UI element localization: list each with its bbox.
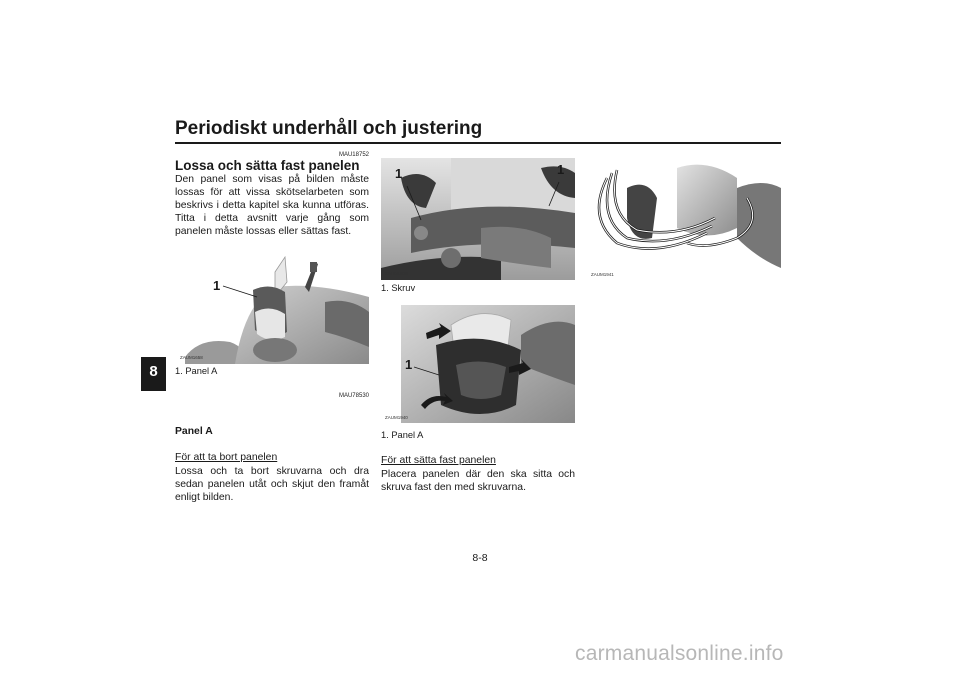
page-header-title: Periodiskt underhåll och justering bbox=[175, 118, 483, 139]
section-title: Lossa och sätta fast panelen bbox=[175, 158, 360, 173]
install-paragraph: Placera panelen där den ska sitta och skruva fast den med skruvarna. bbox=[381, 469, 575, 493]
remove-heading: För att ta bort panelen bbox=[175, 452, 278, 463]
figure-screws bbox=[381, 158, 575, 280]
watermark-text: carmanualsonline.info bbox=[575, 642, 784, 665]
figure2-code: ZAUM1939 bbox=[385, 271, 408, 276]
figure-panel-a-overview bbox=[175, 242, 369, 365]
sub-heading-panel-a: Panel A bbox=[175, 426, 213, 437]
intro-paragraph: Den panel som visas på bilden måste lossas för att vissa skötselarbeten som beskrivs i detta kapitel ska kunna utföras. Titta i detta avsnitt varje gång som panelen måste lossas eller sättas fast. bbox=[175, 174, 369, 237]
figure-cable-routing bbox=[587, 158, 781, 280]
figure3-code: ZAUM1940 bbox=[385, 415, 408, 420]
figure2-callout-right: 1 bbox=[557, 162, 565, 177]
handlebar-illustration bbox=[381, 158, 575, 280]
figure2-callout-left: 1 bbox=[395, 166, 403, 181]
figure1-callout: 1 bbox=[213, 278, 221, 293]
figure4-code: ZAUM1941 bbox=[591, 272, 614, 277]
remove-paragraph: Lossa och ta bort skruvarna och dra sedan panelen utåt och skjut den framåt enligt bilden. bbox=[175, 466, 369, 503]
figure-panel-a-removal bbox=[381, 305, 575, 423]
figure3-callout: 1 bbox=[405, 357, 413, 372]
motorcycle-front-illustration bbox=[175, 242, 369, 365]
figure3-caption: 1. Panel A bbox=[381, 430, 424, 440]
figure2-caption: 1. Skruv bbox=[381, 283, 416, 293]
chapter-tab-number: 8 bbox=[149, 363, 158, 380]
doc-code-1: MAU18752 bbox=[338, 152, 369, 158]
header-rule bbox=[175, 142, 781, 144]
page-number: 8-8 bbox=[472, 552, 488, 564]
install-heading: För att sätta fast panelen bbox=[381, 455, 496, 466]
figure1-code: ZAUM1658 bbox=[180, 355, 203, 360]
cable-routing-illustration bbox=[587, 158, 781, 280]
figure1-caption: 1. Panel A bbox=[175, 366, 218, 376]
doc-code-2: MAU78530 bbox=[338, 393, 369, 399]
